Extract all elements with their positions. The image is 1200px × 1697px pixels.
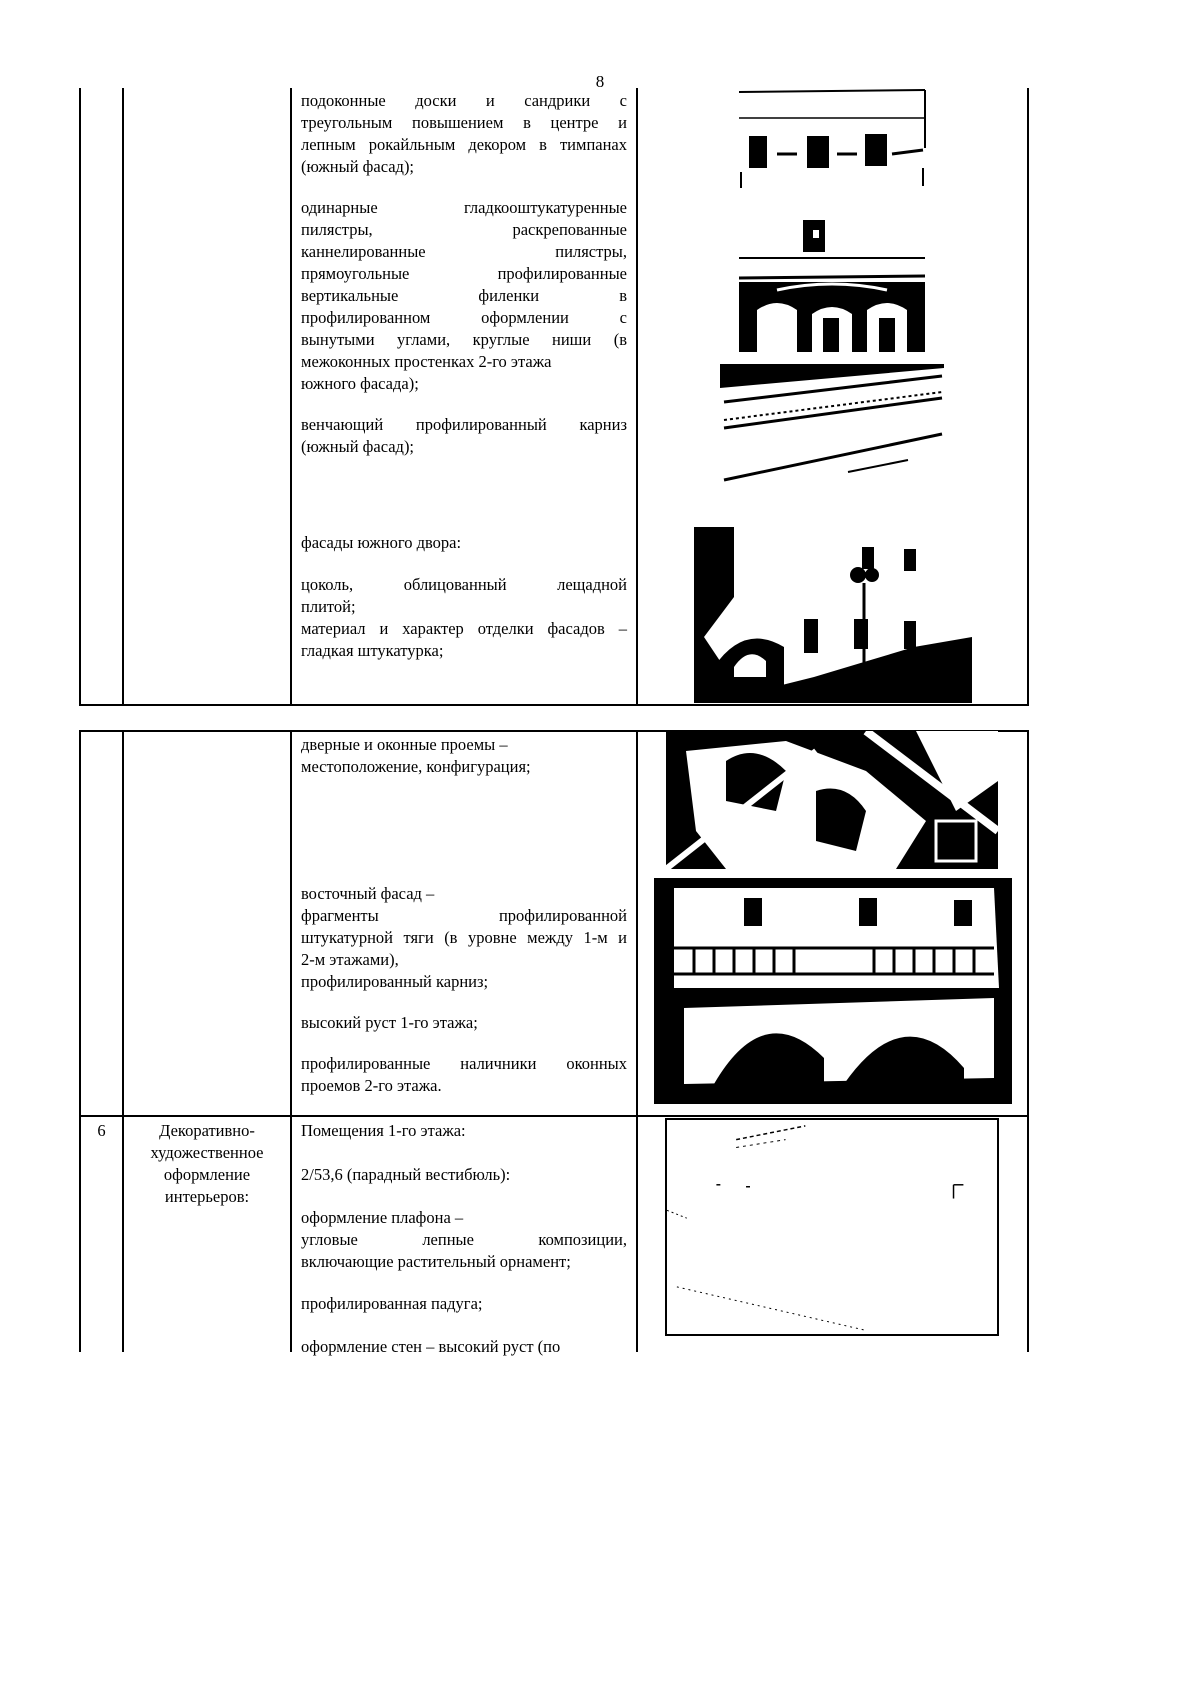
south-courtyard-photo: [694, 527, 972, 703]
table-border: [79, 1115, 1029, 1117]
table-border: [636, 730, 638, 1352]
text-line: треугольным повышением в центре и: [301, 113, 627, 132]
text-line: профилированная падуга;: [301, 1294, 483, 1313]
east-facade-photo: [654, 878, 1012, 1104]
text-line: 2/53,6 (парадный вестибюль):: [301, 1165, 511, 1184]
table-border: [122, 730, 124, 1352]
text-line: межоконных простенках 2-го этажа: [301, 352, 552, 371]
text-line: плитой;: [301, 597, 356, 616]
text-line: (южный фасад);: [301, 437, 415, 456]
text-line: художественное: [150, 1143, 264, 1162]
text-line: профилированный карниз;: [301, 972, 489, 991]
text-line: высокий руст 1-го этажа;: [301, 1013, 478, 1032]
text-line: проемов 2-го этажа.: [301, 1076, 442, 1095]
text-line: профилированном оформлении с: [301, 308, 627, 327]
text-line: лепным рокайльным декором в тимпанах: [301, 135, 627, 154]
table-border: [290, 88, 292, 706]
text-line: каннелированные пилястры,: [301, 242, 627, 261]
table-border: [79, 704, 1029, 706]
text-line: венчающий профилированный карниз: [301, 415, 627, 434]
text-line: дверные и оконные проемы –: [301, 735, 508, 754]
row-number: 6: [97, 1121, 106, 1140]
text-line: фрагменты профилированной: [301, 906, 627, 925]
text-line: Помещения 1-го этажа:: [301, 1121, 466, 1140]
cornice-photo: [718, 362, 944, 490]
text-line: вертикальные филенки в: [301, 286, 627, 305]
text-line: материал и характер отделки фасадов –: [301, 619, 627, 638]
text-line: угловые лепные композиции,: [301, 1230, 627, 1249]
vestibule-ceiling-photo: [665, 1118, 999, 1336]
text-line: штукатурной тяги (в уровне между 1-м и: [301, 928, 627, 947]
text-line: оформление: [163, 1165, 251, 1184]
text-line: включающие растительный орнамент;: [301, 1252, 571, 1271]
table-border: [79, 88, 81, 706]
text-line: местоположение, конфигурация;: [301, 757, 531, 776]
table-border: [636, 88, 638, 706]
text-line: гладкая штукатурка;: [301, 641, 444, 660]
table-border: [1027, 730, 1029, 1352]
table-border: [79, 730, 81, 1352]
text-line: пилястры, раскрепованные: [301, 220, 627, 239]
text-line: Декоративно-: [159, 1121, 255, 1140]
text-line: южного фасада);: [301, 374, 419, 393]
pilasters-photo: [737, 218, 927, 354]
text-line: одинарные гладкооштукатуренные: [301, 198, 627, 217]
text-line: цоколь, облицованный лещадной: [301, 575, 627, 594]
facade-windows-photo: [737, 88, 927, 190]
text-line: оформление стен – высокий руст (по: [301, 1337, 561, 1356]
page-number: 8: [595, 72, 605, 91]
table-border: [1027, 88, 1029, 706]
text-line: восточный фасад –: [301, 884, 435, 903]
text-line: оформление плафона –: [301, 1208, 464, 1227]
text-line: фасады южного двора:: [301, 533, 462, 552]
text-line: интерьеров:: [164, 1187, 250, 1206]
text-line: 2-м этажами),: [301, 950, 399, 969]
table-border: [122, 88, 124, 706]
text-line: вынутыми углами, круглые ниши (в: [301, 330, 627, 349]
text-line: профилированные наличники оконных: [301, 1054, 627, 1073]
table-border: [290, 730, 292, 1352]
text-line: прямоугольные профилированные: [301, 264, 627, 283]
doorways-photo: [666, 731, 998, 869]
text-line: (южный фасад);: [301, 157, 415, 176]
text-line: подоконные доски и сандрики с: [301, 91, 627, 110]
